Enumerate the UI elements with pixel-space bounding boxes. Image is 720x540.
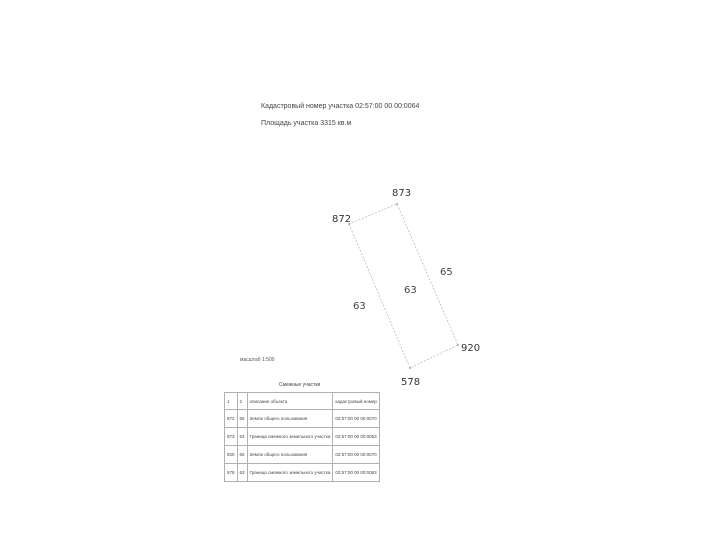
vertex-label-920: 920 [461, 343, 481, 354]
table-header-row [225, 393, 380, 410]
table-title: Смежные участки [279, 382, 321, 388]
table-cell: 02:57:00 00 00:0063 [333, 428, 380, 446]
vertex-label-872: 872 [332, 214, 352, 225]
table-cell: 920 [225, 446, 238, 464]
table-cell: 65 [237, 410, 247, 428]
neighbors-table [224, 392, 380, 482]
vertex-point [409, 367, 411, 369]
header-cell: описание объекта [247, 393, 333, 410]
table-row [225, 410, 380, 428]
table-cell: 02:57:00 00 00:0063 [333, 464, 380, 482]
table-row [225, 464, 380, 482]
table-cell: 02:57:00 00 00:0070 [333, 410, 380, 428]
table-cell: 65 [237, 446, 247, 464]
cadastral-number-line: Кадастровый номер участка 02:57:00 00 00:0064 [261, 103, 420, 110]
vertex-point [457, 344, 459, 346]
table-cell: Граница смежного земельного участка [247, 464, 333, 482]
neighbor-label-65: 65 [440, 267, 453, 278]
table-row [225, 428, 380, 446]
table-cell: 872 [225, 410, 238, 428]
vertex-label-578: 578 [401, 377, 421, 388]
vertex-label-873: 873 [392, 188, 412, 199]
header-cell: 2 [237, 393, 247, 410]
header-cell: 1 [225, 393, 238, 410]
table-cell: Земли общего пользования [247, 446, 333, 464]
table-cell: 578 [225, 464, 238, 482]
table-cell: 02:57:00 00 00:0070 [333, 446, 380, 464]
vertex-point [396, 203, 398, 205]
parcel-label: 63 [404, 285, 417, 296]
table-cell: 63 [237, 464, 247, 482]
header-cell: кадастровый номер [333, 393, 380, 410]
table-cell: 873 [225, 428, 238, 446]
table-cell: 63 [237, 428, 247, 446]
parcel-area-line: Площадь участка 3315 кв.м [261, 120, 352, 127]
table-cell: Земли общего пользования [247, 410, 333, 428]
neighbor-label-63: 63 [353, 301, 366, 312]
scale-label: масштаб 1:500 [240, 357, 275, 363]
table-row [225, 446, 380, 464]
table-cell: Граница смежного земельного участка [247, 428, 333, 446]
